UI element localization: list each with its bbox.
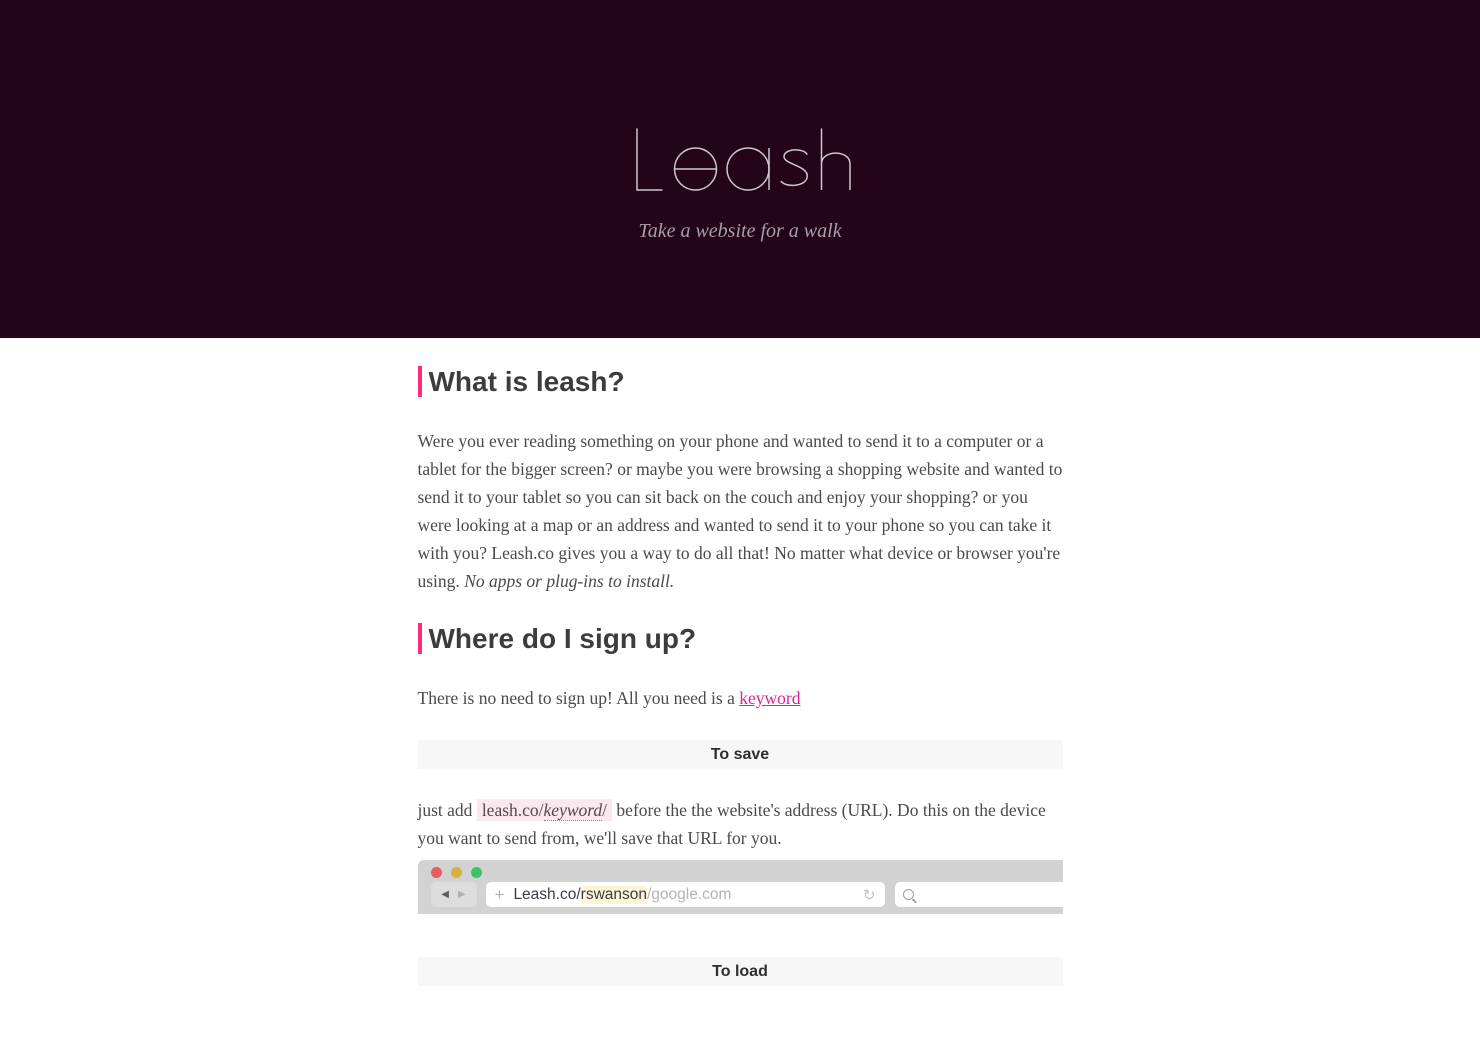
search-field [895,882,1063,907]
logo-text [853,121,854,122]
browser-toolbar [431,882,1063,907]
url-pattern-suffix: / [602,800,608,820]
what-is-leash-paragraph [418,427,1063,595]
leash-url-pattern [477,799,612,821]
url-pattern-prefix: leash.co/ [481,800,544,820]
url-pattern-keyword: keyword [543,800,603,820]
leash-logo-hairline-art [628,121,853,196]
leash-logo [0,121,1480,196]
signup-paragraph [418,684,1063,712]
keyword-link[interactable]: keyword [739,688,801,708]
save-instr-suffix: before the the website's address (URL). Do this on the device you want to send from, we'll save that URL for you. [417,800,1046,848]
save-instr-prefix: just add [417,800,477,820]
heading-what-is-leash: What is leash? [418,366,1063,397]
what-body-text: Were you ever reading something on your phone and wanted to send it to a computer or a tablet for the bigger screen? or maybe you were browsing a shopping website and wanted to send it to your tablet so you can sit back on the couch and enjoy your shopping? or you were looking at a map or an address and wanted to send it to your phone so you can take it with you? Leash.co gives you a way to do all that! No matter what device or browser you're using. [417,431,1063,591]
address-url-keyword: rswanson [580,885,647,903]
close-window-icon [431,867,442,878]
tagline: Take a website for a walk [638,220,842,242]
address-url-prefix: Leash.co/ [513,885,581,903]
signup-text: There is no need to sign up! All you need is a [417,688,740,708]
to-save-bar: To save [418,740,1063,769]
minimize-window-icon [451,867,462,878]
forward-arrow-icon: ▶ [458,889,466,900]
plus-icon: + [494,884,505,904]
window-controls [431,867,482,878]
address-bar [486,882,885,907]
reload-icon: ↻ [862,886,876,904]
what-body-italic: No apps or plug-ins to install. [464,571,675,591]
to-load-bar: To load [418,957,1063,986]
hero-header [0,0,1480,338]
nav-buttons [431,882,477,907]
main-content [418,366,1063,1009]
heading-where-do-i-sign-up: Where do I sign up? [418,623,1063,654]
zoom-window-icon [471,867,482,878]
back-arrow-icon: ◀ [441,889,449,900]
browser-screenshot [418,860,1063,914]
address-url-suffix: /google.com [647,885,732,903]
search-icon [903,889,914,900]
save-instructions-paragraph [418,796,1063,852]
